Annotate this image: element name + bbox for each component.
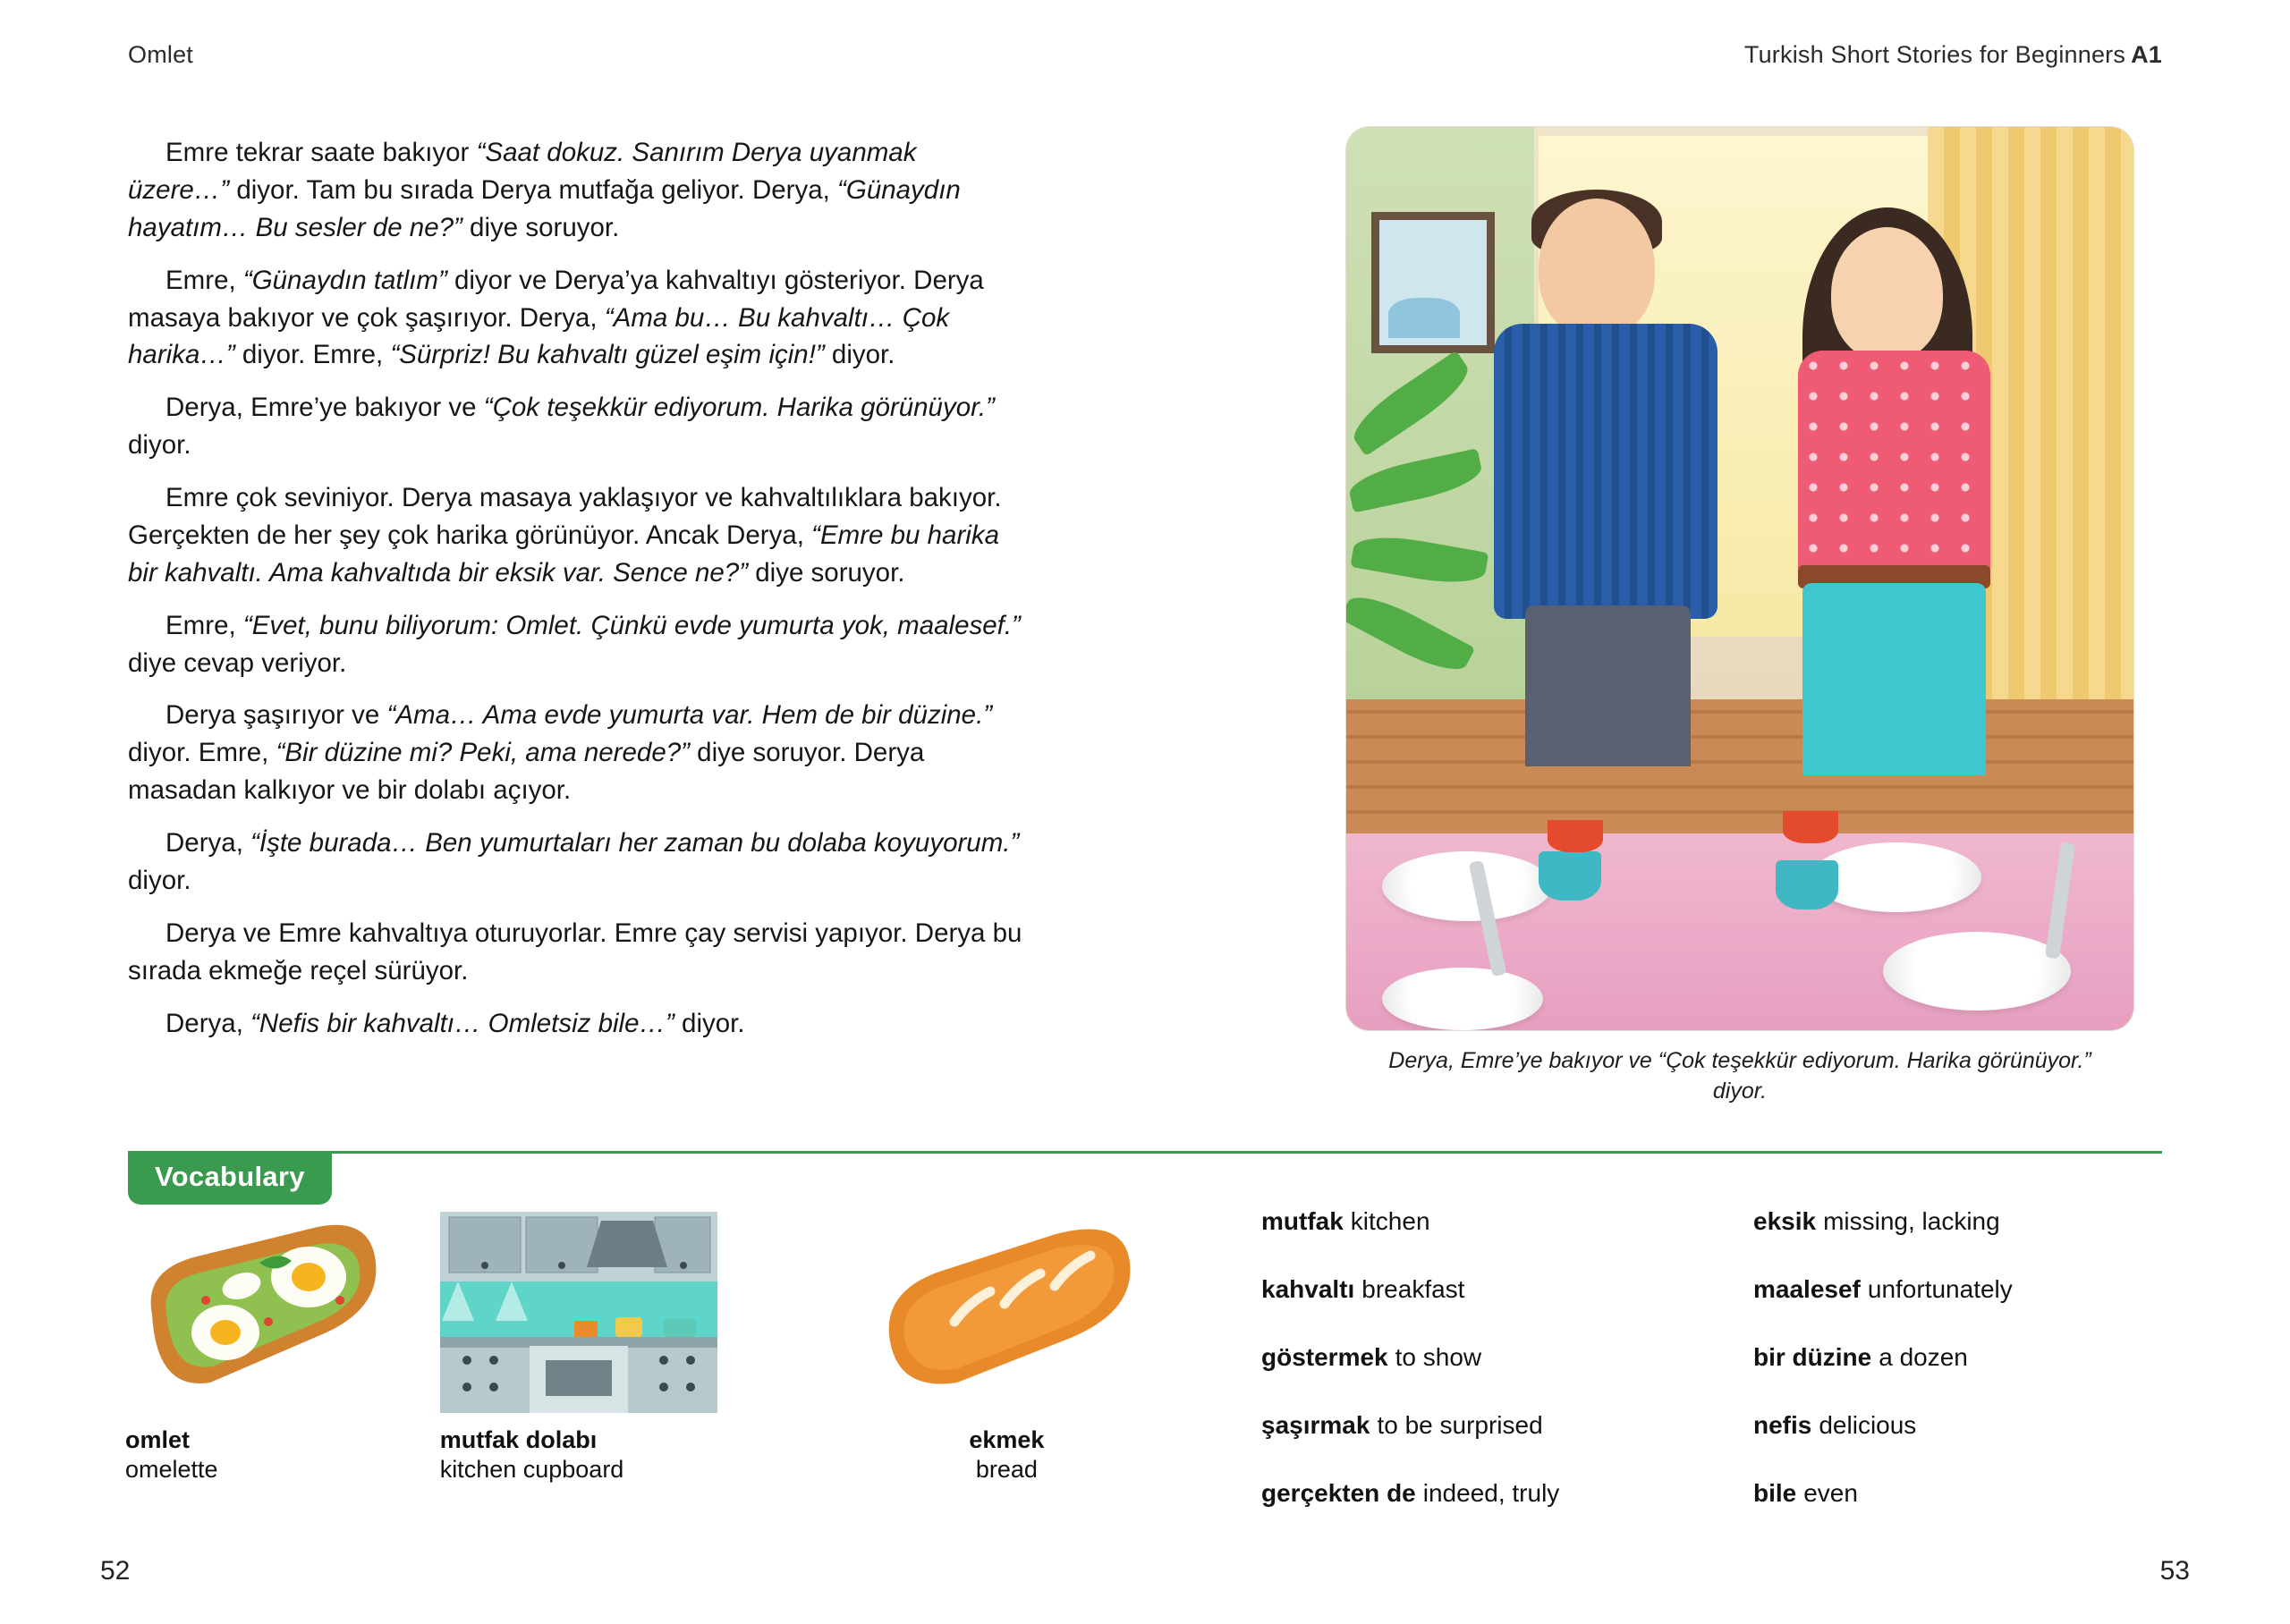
story-text-column <box>128 134 1022 1057</box>
man-shirt <box>1494 324 1718 619</box>
man-head <box>1539 199 1655 337</box>
vocabulary-entry <box>1261 1479 1682 1508</box>
quoted-dialogue: “Nefis bir kahvaltı… Omletsiz bile…” <box>250 1008 674 1038</box>
narration-text: Derya, Emre’ye bakıyor ve <box>165 393 484 423</box>
quoted-dialogue: “Çok teşekkür ediyorum. Harika görünüyor.” <box>483 393 995 423</box>
vocabulary-term: maalesef <box>1753 1275 1861 1303</box>
vocab-picture-term: mutfak dolabı <box>439 1426 598 1453</box>
vocabulary-column-left <box>1261 1207 1682 1547</box>
level-badge: A1 <box>2131 41 2162 68</box>
story-paragraph <box>128 915 1022 990</box>
narration-text: diyor ve Derya’ya kahvaltıyı gösteriyor. Derya masaya bakıyor ve çok şaşırıyor. Derya, <box>128 265 984 333</box>
vocabulary-gloss: kitchen <box>1350 1207 1430 1235</box>
narration-text: Emre, <box>165 265 243 295</box>
plate-icon <box>1382 851 1552 921</box>
plate-icon <box>1883 932 2071 1011</box>
vocabulary-gloss: missing, lacking <box>1823 1207 2000 1235</box>
narration-text: diyor. Emre, <box>234 340 391 370</box>
man-character-emre <box>1485 199 1753 735</box>
woman-blouse <box>1798 351 1990 574</box>
vocabulary-term: kahvaltı <box>1261 1275 1355 1303</box>
bread-loaf-icon <box>872 1207 1141 1413</box>
vocabulary-term: eksik <box>1753 1207 1817 1235</box>
vocabulary-term: gerçekten de <box>1261 1479 1416 1507</box>
page-number-right: 53 <box>2159 1556 2190 1586</box>
vocabulary-gloss: indeed, truly <box>1422 1479 1560 1507</box>
narration-text: diyor. <box>824 340 895 370</box>
vocabulary-term: nefis <box>1753 1411 1812 1439</box>
teacup-icon <box>1539 851 1601 901</box>
vocabulary-entry <box>1261 1207 1682 1236</box>
running-head-title: Turkish Short Stories for Beginners <box>1743 41 2126 68</box>
vocab-picture-gloss: bread <box>975 1456 1038 1483</box>
story-paragraph <box>128 479 1022 592</box>
quoted-dialogue: “Günaydın hayatım… Bu sesler de ne?” <box>128 174 961 242</box>
illustration-caption: Derya, Emre’ye bakıyor ve “Çok teşekkür ediyorum. Harika görünüyor.” diyor. <box>1388 1048 2091 1104</box>
man-trousers <box>1525 605 1691 766</box>
vocabulary-entry <box>1753 1343 2174 1372</box>
vocab-picture-ekmek <box>752 1207 1163 1484</box>
page-number-left: 52 <box>100 1556 131 1586</box>
quoted-dialogue: “Evet, bunu biliyorum: Omlet. Çünkü evde yumurta yok, maalesef.” <box>242 610 1021 640</box>
vocab-picture-gloss: omelette <box>125 1456 218 1483</box>
vocabulary-entry <box>1753 1411 2174 1440</box>
narration-text: diyor. Tam bu sırada Derya mutfağa geliyor. Derya, <box>229 174 838 205</box>
vocabulary-word-lists <box>1261 1207 2174 1547</box>
quoted-dialogue: “Günaydın tatlım” <box>242 265 447 295</box>
story-paragraph <box>128 697 1022 809</box>
quoted-dialogue: “Bir düzine mi? Peki, ama nerede?” <box>276 738 690 768</box>
story-paragraph <box>128 134 1022 247</box>
quoted-dialogue: “İşte burada… Ben yumurtaları her zaman bu dolaba koyuyorum.” <box>250 828 1020 858</box>
narration-text: diyor. <box>128 865 191 895</box>
quoted-dialogue: “Ama… Ama evde yumurta var. Hem de bir düzine.” <box>386 700 993 731</box>
running-head-left: Omlet <box>128 41 194 68</box>
vocabulary-gloss: unfortunately <box>1867 1275 2013 1303</box>
narration-text: diye soruyor. <box>748 557 905 588</box>
narration-text: diyor. <box>674 1008 745 1038</box>
vocab-picture-omlet <box>107 1207 422 1484</box>
vocabulary-entry <box>1261 1275 1682 1304</box>
vocabulary-entry <box>1261 1411 1682 1440</box>
vocabulary-term: şaşırmak <box>1261 1411 1370 1439</box>
couple-at-breakfast-table-illustration <box>1346 127 2133 1030</box>
breakfast-table <box>1346 833 2133 1030</box>
vocabulary-gloss: delicious <box>1819 1411 1917 1439</box>
quoted-dialogue: “Sürpriz! Bu kahvaltı güzel eşim için!” <box>390 340 825 370</box>
teacup-icon <box>1776 860 1838 909</box>
vocabulary-picture-row <box>107 1207 1163 1484</box>
quoted-dialogue: “Saat dokuz. Sanırım Derya uyanmak üzere…” <box>128 138 917 205</box>
vocabulary-term: mutfak <box>1261 1207 1344 1235</box>
story-paragraph <box>128 825 1022 900</box>
vocabulary-term: bir düzine <box>1753 1343 1872 1371</box>
vocabulary-term: göstermek <box>1261 1343 1388 1371</box>
jam-bowl-icon <box>1783 811 1838 843</box>
narration-text: Derya, <box>165 828 251 858</box>
illustration-block <box>1346 127 2133 1107</box>
vocabulary-term: bile <box>1753 1479 1797 1507</box>
narration-text: Derya, <box>165 1008 251 1038</box>
vocab-picture-mutfak-dolabi <box>422 1212 752 1484</box>
woman-character-derya <box>1767 207 2035 744</box>
running-head-right <box>1744 41 2162 69</box>
vocabulary-gloss: breakfast <box>1361 1275 1465 1303</box>
vocabulary-entry <box>1753 1275 2174 1304</box>
narration-text: Derya şaşırıyor ve <box>165 700 387 731</box>
vocabulary-gloss: even <box>1803 1479 1858 1507</box>
knife-icon <box>2045 842 2075 960</box>
vocab-picture-term: omlet <box>125 1426 191 1453</box>
vocabulary-gloss: a dozen <box>1879 1343 1968 1371</box>
narration-text: diyor. Emre, <box>128 738 276 768</box>
vocab-picture-term: ekmek <box>969 1426 1045 1453</box>
kitchen-cupboard-icon <box>440 1212 717 1413</box>
story-paragraph <box>128 1005 1022 1043</box>
narration-text: Emre tekrar saate bakıyor <box>165 138 477 167</box>
vocabulary-divider <box>128 1151 2162 1154</box>
vocabulary-entry <box>1261 1343 1682 1372</box>
narration-text: diye soruyor. <box>462 212 620 242</box>
jam-bowl-icon <box>1548 820 1603 852</box>
woman-head <box>1831 227 1943 361</box>
narration-text: diye cevap veriyor. <box>128 647 347 678</box>
plate-icon <box>1382 968 1543 1030</box>
vocabulary-column-right <box>1753 1207 2174 1547</box>
story-paragraph <box>128 262 1022 375</box>
narration-text: diyor. <box>128 430 191 461</box>
story-paragraph <box>128 607 1022 682</box>
quoted-dialogue: “Emre bu harika bir kahvaltı. Ama kahvaltıda bir eksik var. Sence ne?” <box>128 520 999 588</box>
story-paragraph <box>128 389 1022 464</box>
vocabulary-entry <box>1753 1207 2174 1236</box>
omelette-toast-icon <box>125 1207 394 1413</box>
narration-text: Emre, <box>165 610 243 640</box>
vocab-picture-gloss: kitchen cupboard <box>439 1456 624 1483</box>
woman-jeans <box>1802 583 1986 775</box>
vocabulary-gloss: to show <box>1395 1343 1482 1371</box>
narration-text: Emre çok seviniyor. Derya masaya yaklaşıyor ve kahvaltılıklara bakıyor. Gerçekten de her şey çok harika görünüyor. Ancak Derya, <box>128 483 1002 550</box>
quoted-dialogue: “Ama bu… Bu kahvaltı… Çok harika…” <box>128 302 950 370</box>
vocabulary-entry <box>1753 1479 2174 1508</box>
vocabulary-gloss: to be surprised <box>1377 1411 1543 1439</box>
framed-picture-icon <box>1371 212 1495 353</box>
vocabulary-section-label: Vocabulary <box>128 1151 332 1205</box>
narration-text: diye soruyor. Derya masadan kalkıyor ve bir dolabı açıyor. <box>128 738 925 806</box>
narration-text: Derya ve Emre kahvaltıya oturuyorlar. Emre çay servisi yapıyor. Derya bu sırada ekmeğe reçel sürüyor. <box>128 918 1022 985</box>
